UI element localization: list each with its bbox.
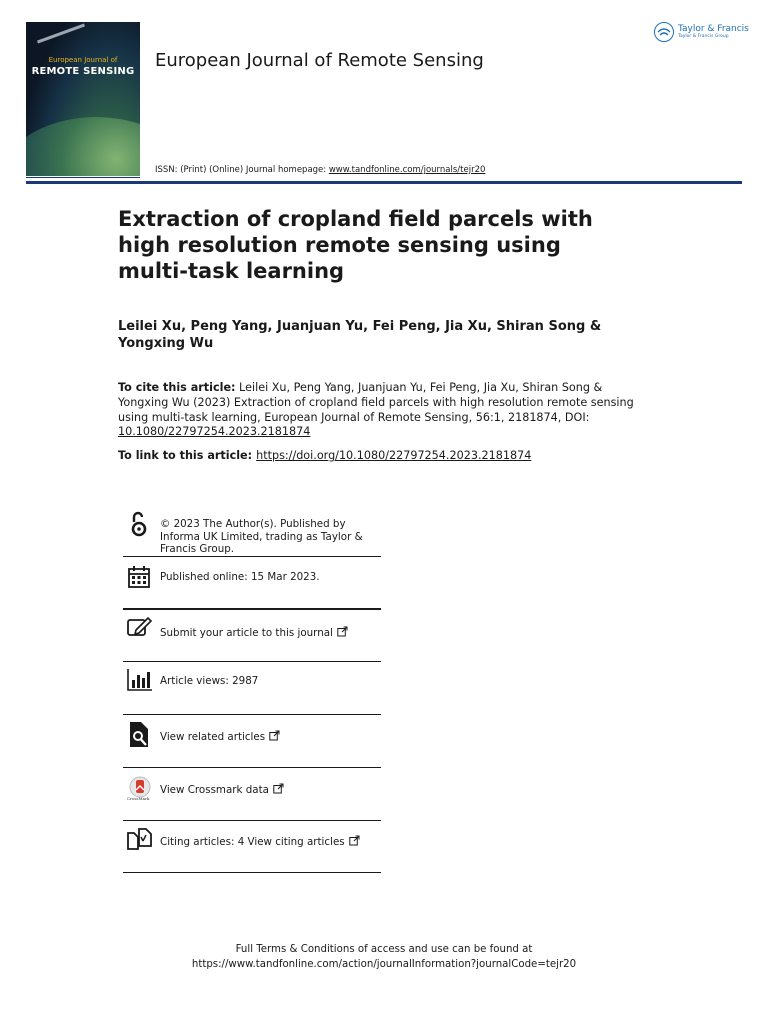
info-divider: [123, 714, 381, 715]
external-link-icon: [337, 626, 348, 637]
info-divider: [123, 608, 381, 610]
open-access-icon: [127, 511, 151, 535]
edit-icon: [127, 616, 151, 640]
header-divider-thin: [26, 177, 140, 178]
citation-block: [118, 381, 638, 440]
bar-chart-icon: [127, 668, 151, 692]
cover-title-line: REMOTE SENSING: [31, 66, 135, 77]
citing-articles-link[interactable]: [160, 835, 360, 849]
cite-text: Leilei Xu, Peng Yang, Juanjuan Yu, Fei Peng, Jia Xu, Shiran Song & Yongxing Wu (2023) Extraction of cropland field parcels with high resolution remote sensing using multi-task learning, European Journal of Remote Sensing, 56:1, 2181874, DOI:: [118, 381, 634, 424]
cover-journal-line: European Journal of: [48, 56, 118, 64]
footer: [0, 942, 768, 972]
journal-cover-image: [26, 22, 140, 176]
info-divider: [123, 820, 381, 821]
publisher-group: Taylor & Francis Group: [678, 34, 729, 39]
footer-terms-link[interactable]: https://www.tandfonline.com/action/journalInformation?journalCode=tejr20: [191, 959, 577, 970]
search-document-icon: [127, 721, 151, 745]
crossmark-label: View Crossmark data: [160, 784, 269, 796]
publisher-logo[interactable]: [654, 22, 749, 42]
taylor-francis-logo-icon: [654, 22, 674, 42]
external-link-icon: [269, 730, 280, 741]
issn-prefix: ISSN: (Print) (Online) Journal homepage:: [155, 165, 329, 175]
crossmark-logo-text: CrossMark: [127, 796, 150, 801]
info-divider: [123, 556, 381, 557]
article-link-line: [118, 449, 531, 462]
link-label: To link to this article:: [118, 449, 253, 462]
cite-doi-link[interactable]: 10.1080/22797254.2023.2181874: [118, 425, 311, 439]
citing-documents-icon: [127, 827, 151, 851]
info-divider: [123, 661, 381, 662]
crossmark-icon: [127, 775, 151, 799]
article-views: Article views: 2987: [160, 675, 259, 687]
cite-label: To cite this article:: [118, 381, 236, 394]
publisher-name: Taylor & Francis: [678, 24, 749, 34]
earth-graphic: [26, 117, 140, 176]
footer-terms-text: Full Terms & Conditions of access and use can be found at: [235, 944, 533, 955]
open-access-text: © 2023 The Author(s). Published by Informa UK Limited, trading as Taylor & Francis Group.: [160, 518, 363, 555]
external-link-icon: [273, 783, 284, 794]
external-link-icon: [349, 835, 360, 846]
related-label: View related articles: [160, 731, 266, 743]
calendar-icon: [127, 565, 151, 589]
info-divider: [123, 872, 381, 873]
crossmark-link[interactable]: [160, 783, 284, 797]
info-divider: [123, 767, 381, 768]
citing-label: Citing articles: 4 View citing articles: [160, 836, 345, 848]
submit-label: Submit your article to this journal: [160, 627, 333, 639]
journal-name: European Journal of Remote Sensing: [155, 50, 484, 71]
related-articles-link[interactable]: [160, 730, 280, 744]
article-title: Extraction of cropland field parcels with high resolution remote sensing using multi-task learning: [118, 207, 593, 283]
article-doi-link[interactable]: https://doi.org/10.1080/22797254.2023.2181874: [256, 449, 532, 462]
published-date: Published online: 15 Mar 2023.: [160, 571, 320, 583]
issn-line: [155, 165, 485, 175]
satellite-graphic: [37, 24, 85, 44]
submit-article-link[interactable]: [160, 626, 348, 640]
journal-homepage-link[interactable]: www.tandfonline.com/journals/tejr20: [328, 165, 486, 175]
article-authors: Leilei Xu, Peng Yang, Juanjuan Yu, Fei Peng, Jia Xu, Shiran Song & Yongxing Wu: [118, 319, 602, 351]
header-divider: [26, 181, 742, 184]
